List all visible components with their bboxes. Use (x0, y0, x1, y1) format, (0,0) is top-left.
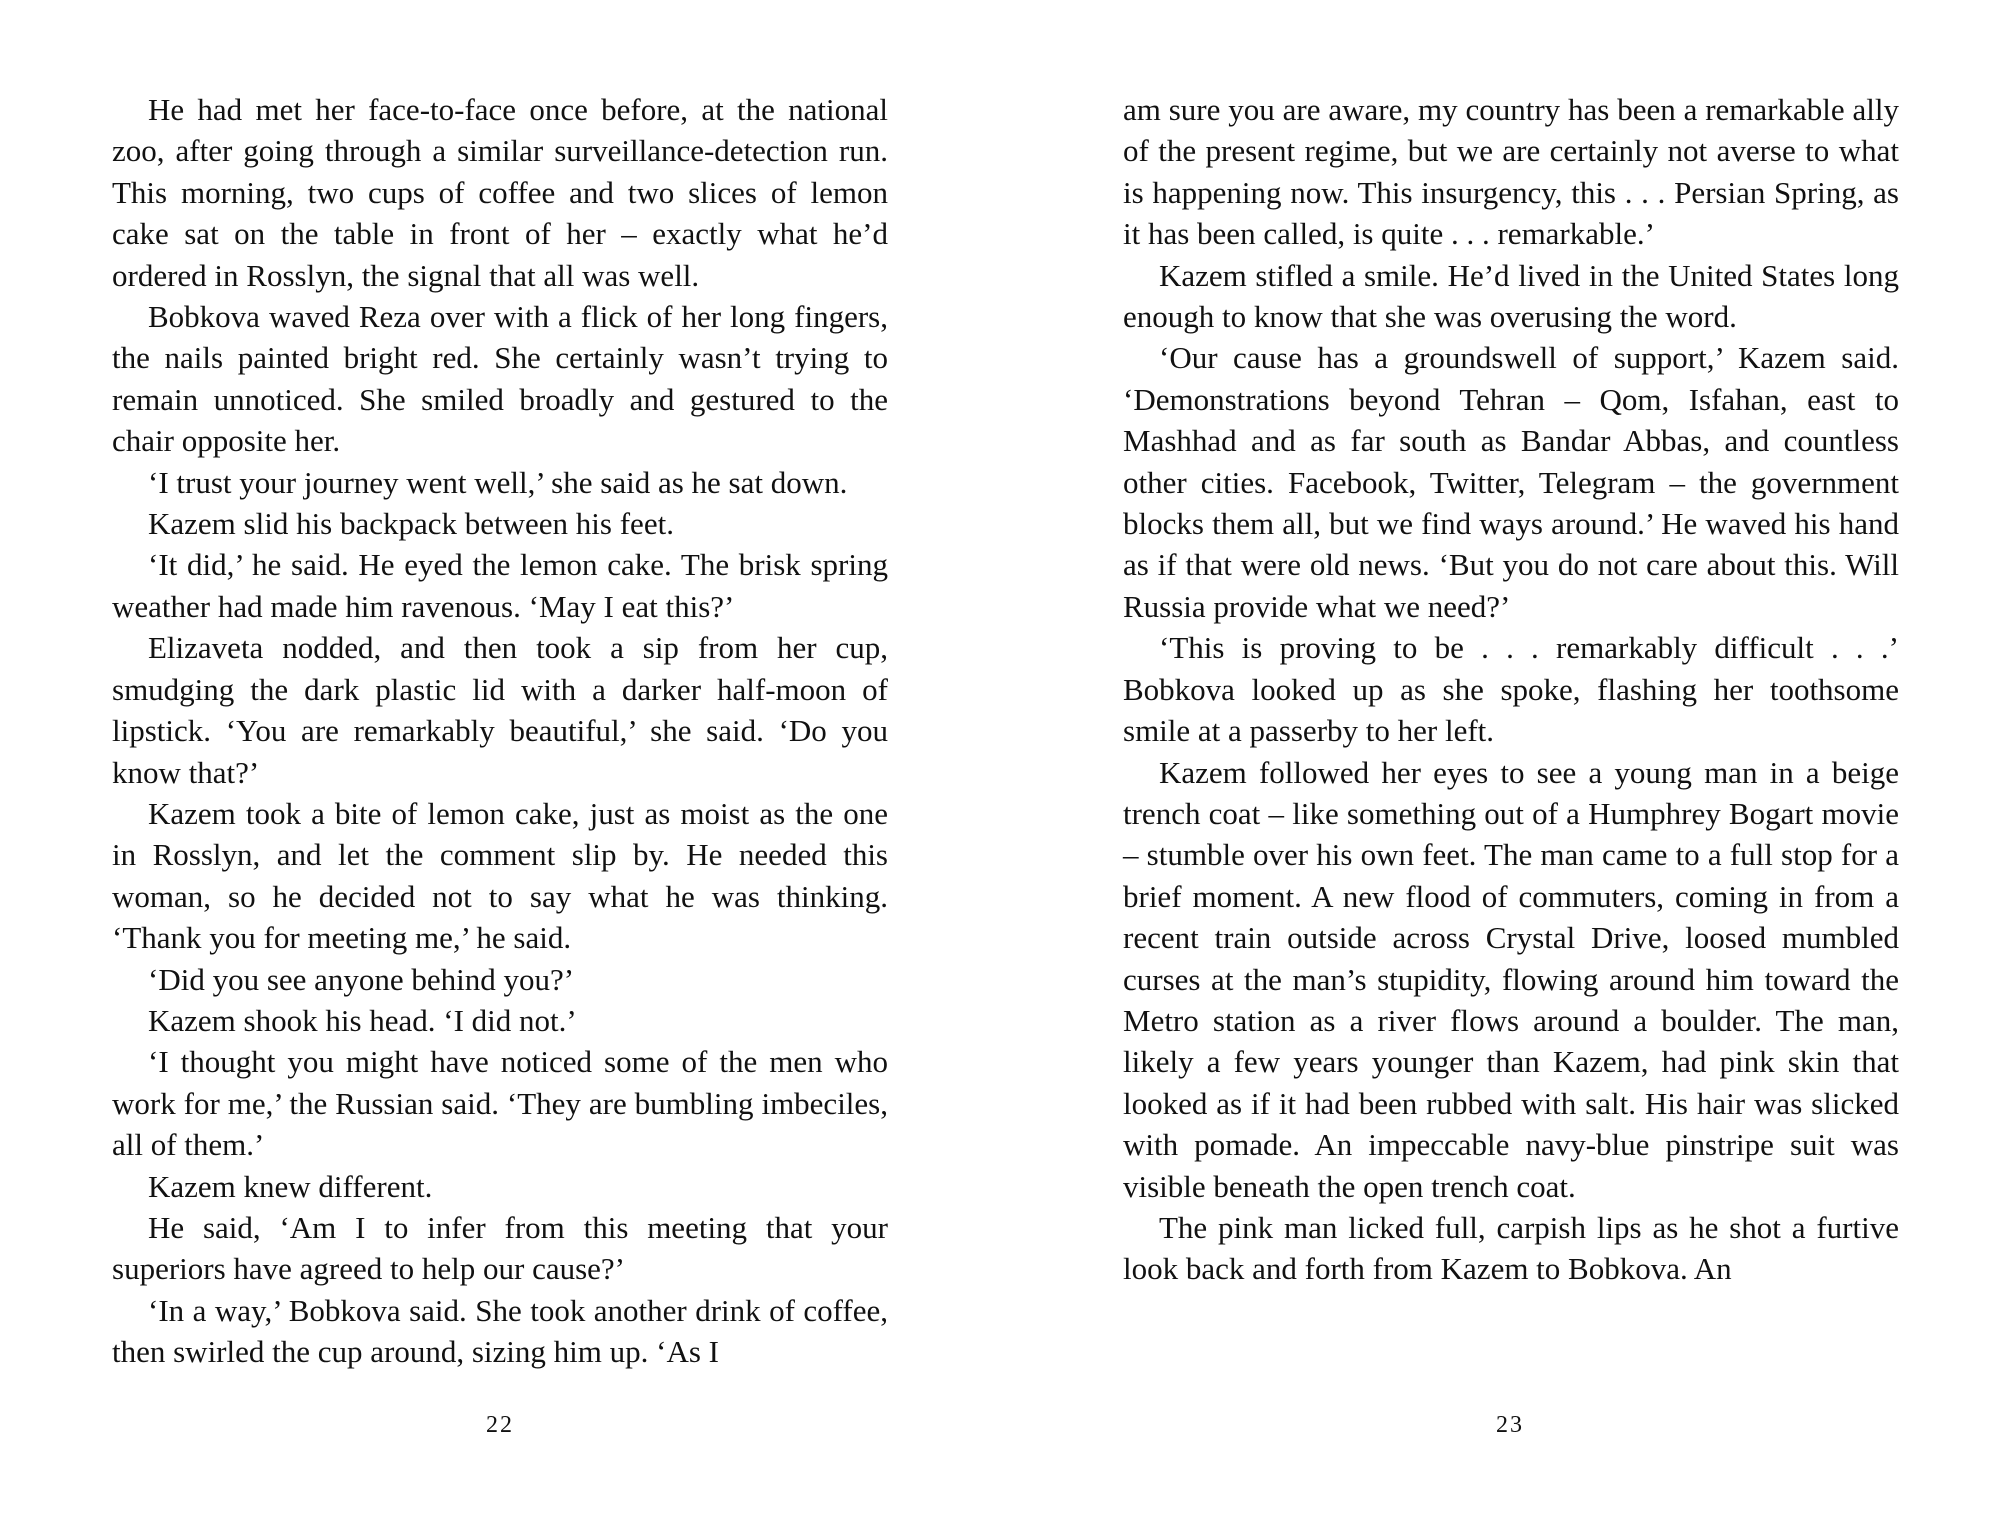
paragraph: ‘It did,’ he said. He eyed the lemon cake. The brisk spring weather had made him ravenous. ‘May I eat this?’ (112, 547, 888, 624)
paragraph: He had met her face-to-face once before, at the national zoo, after going through a similar surveillance-detection run. This morning, two cups of coffee and two slices of lemon cake sat on the table in front of her – exactly what he’d ordered in Rosslyn, the signal that all was well. (112, 92, 888, 293)
paragraph: ‘I thought you might have noticed some of the men who work for me,’ the Russian said. ‘They are bumbling imbeciles, all of them.’ (112, 1044, 888, 1163)
paragraph: ‘This is proving to be . . . remarkably difficult . . .’ Bobkova looked up as she spoke, flashing her toothsome smile at a passerby to her left. (1123, 630, 1899, 749)
paragraph: Kazem followed her eyes to see a young man in a beige trench coat – like something out of a Humphrey Bogart movie – stumble over his own feet. The man came to a full stop for a brief moment. A new flood of commuters, coming in from a recent train outside across Crystal Drive, loosed mumbled curses at the man’s stupidity, flowing around him toward the Metro station as a river flows around a boulder. The man, likely a few years younger than Kazem, had pink skin that looked as if it had been rubbed with salt. His hair was slicked with pomade. An impeccable navy-blue pinstripe suit was visible beneath the open trench coat. (1123, 754, 1899, 1204)
paragraph: Elizaveta nodded, and then took a sip from her cup, smudging the dark plastic lid with a darker half-moon of lipstick. ‘You are remarkably beautiful,’ she said. ‘Do you know that?’ (112, 630, 888, 790)
paragraph: Kazem took a bite of lemon cake, just as moist as the one in Rosslyn, and let the comment slip by. He needed this woman, so he decided not to say what he was thinking. ‘Thank you for meeting me,’ he said. (112, 795, 888, 956)
paragraph: Kazem knew different. (148, 1168, 433, 1204)
page-number-left: 22 (486, 1412, 514, 1438)
left-page-text (112, 89, 888, 1373)
paragraph: ‘I trust your journey went well,’ she said as he sat down. (148, 464, 848, 500)
paragraph: ‘Did you see anyone behind you?’ (148, 961, 575, 997)
paragraph: The pink man licked full, carpish lips as he shot a furtive look back and forth from Kazem to Bobkova. An (1123, 1209, 1899, 1287)
page-number-right: 23 (1496, 1412, 1524, 1438)
paragraph: Kazem slid his backpack between his feet. (148, 506, 674, 542)
paragraph: am sure you are aware, my country has been a remarkable ally of the present regime, but we are certainly not averse to what is happening now. This insurgency, this . . . Persian Spring, as it has been called, is quite . . . remarkable.’ (1123, 92, 1899, 252)
paragraph: ‘In a way,’ Bobkova said. She took another drink of coffee, then swirled the cup around, sizing him up. ‘As I (112, 1292, 888, 1370)
right-page-text (1123, 89, 1899, 1290)
paragraph: He said, ‘Am I to infer from this meeting that your superiors have agreed to help our cause?’ (112, 1209, 888, 1287)
paragraph: ‘Our cause has a groundswell of support,’ Kazem said. ‘Demonstrations beyond Tehran – Qom, Isfahan, east to Mashhad and as far south as Bandar Abbas, and countless other cities. Facebook, Twitter, Telegram – the government blocks them all, but we find ways around.’ He waved his hand as if that were old news. ‘But you do not care about this. Will Russia provide what we need?’ (1123, 340, 1899, 624)
paragraph: Kazem shook his head. ‘I did not.’ (148, 1002, 577, 1038)
right-page (1000, 0, 2000, 1539)
paragraph: Kazem stifled a smile. He’d lived in the United States long enough to know that she was overusing the word. (1123, 257, 1899, 335)
paragraph: Bobkova waved Reza over with a flick of her long fingers, the nails painted bright red. She certainly wasn’t trying to remain unnoticed. She smiled broadly and gestured to the chair opposite her. (112, 299, 888, 459)
